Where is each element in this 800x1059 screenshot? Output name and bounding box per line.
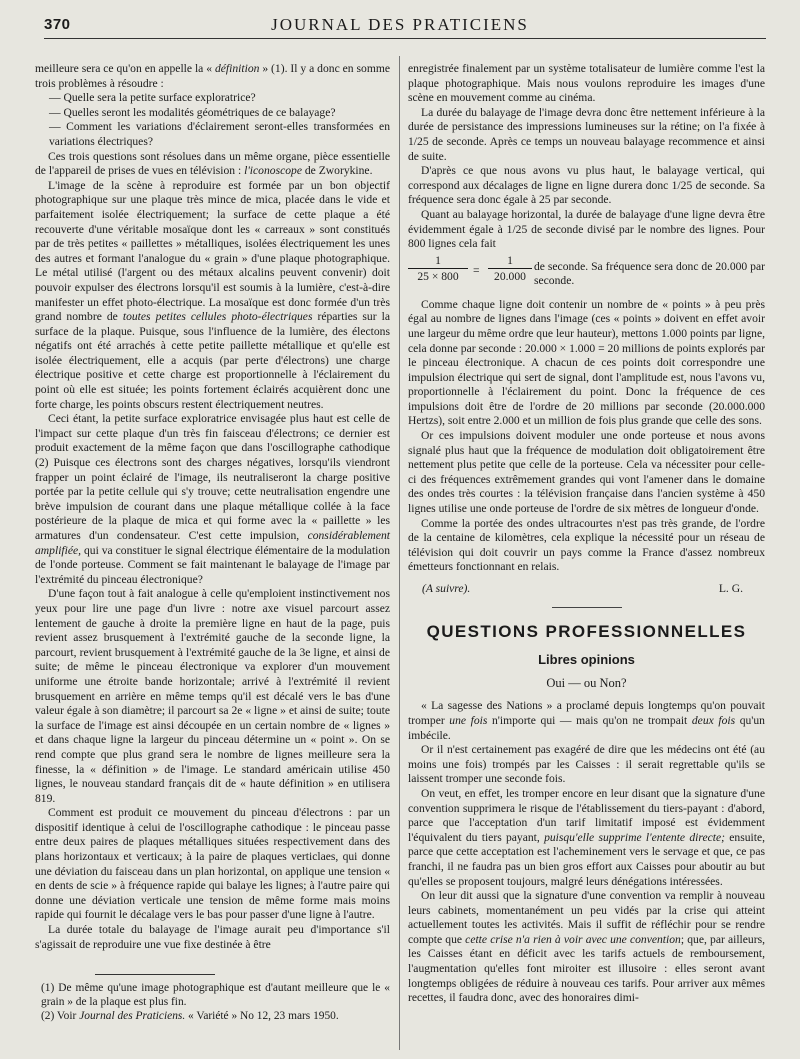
header-rule bbox=[44, 38, 766, 39]
paragraph: Comment est produit ce mouvement du pinceau d'électrons : par un dispositif identique à celui de l'oscillographe cathodique : le pinceau passe entre deux paires de plaques métalliques situées respectivement dans des plans horizontaux et verticaux; à la paire de plaques verticlaes, qui donne une déviation du faisceau dans un plan horizontal, on applique une tension « en dents de scie » à fréquence rapide qui balaye les lignes; à l'autre paire qui donne une déviation verticale une tension de même forme mais moins rapide qui fournit le décalage vers le bas pour passer d'une ligne à l'autre. bbox=[35, 806, 390, 922]
paragraph: meilleure sera ce qu'on en appelle la « définition » (1). Il y a donc en somme trois problèmes à résoudre : bbox=[35, 62, 390, 90]
fraction: $\frac{1}{20.000}$ bbox=[488, 254, 532, 285]
footnote-separator bbox=[95, 974, 215, 975]
left-column bbox=[35, 62, 390, 1023]
article-footer bbox=[408, 582, 765, 597]
paragraph: On veut, en effet, les tromper encore en leur disant que la signature d'une convention supprimera le risque de l'établissement du tiers-payant : d'abord, parce que l'acceptation d'un tarif limitatif imposé est évidemment l'équivalent du tiers payant, puisqu'elle supprime l'entente directe; ensuite, parce que cette acceptation est l'acheminement vers le servage et que, ce pas franchi, il ne faudra pas un bien gros effort aux Caisses pour aboutir au but qu'elles se proposent toujours, malgré leurs dénégations intéressées. bbox=[408, 786, 765, 888]
footnote: (2) Voir Journal des Praticiens. « Variété » No 12, 23 mars 1950. bbox=[41, 1010, 339, 1023]
footnote: (1) De même qu'une image photographique est d'autant meilleure que le « grain » de la plaque est plus fin. bbox=[41, 982, 390, 1009]
section-separator bbox=[552, 607, 622, 608]
question-item: — Quelle sera la petite surface exploratrice? bbox=[49, 91, 256, 105]
fraction: $\frac{1}{25 \times 800}$ bbox=[408, 254, 468, 285]
fraction-equation bbox=[408, 254, 765, 298]
equals-sign: = bbox=[473, 263, 480, 277]
paragraph: On leur dit aussi que la signature d'une convention va remplir à nouveau leurs cabinets, momentanément un peu vidés par la crise qui atteint actuellement toutes les activités. Mais il suffit de réfléchir pour se rendre compte que cette crise n'a rien à voir avec une convention; que, par ailleurs, les Caisses étant en déficit avec les tarifs actuels de remboursement, l'augmentation qu'elles font miroiter est illusoire : elles seront avant longtemps obligées de réduire à nouveau ces tarifs. Pour arriver aux mêmes recettes, il faudra donc, avec des honoraires dimi- bbox=[408, 889, 765, 1005]
subtitle: Libres opinions bbox=[538, 652, 635, 668]
paragraph: Comme la portée des ondes ultracourtes n'est pas très grande, de l'ordre de la centaine de kilomètres, cela explique la nécessité pour un réseau de télévision qui doit couvrir un pays comme la France d'assez nombreux émetteurs fonctionnant en relais. bbox=[408, 516, 765, 574]
paragraph: La durée du balayage de l'image devra donc être nettement inférieure à la durée de persistance des impressions lumineuses sur la rétine; on l'a fixée à 1/25 de seconde. Après ce temps un nouveau balayage recommence et ainsi de suite. bbox=[408, 105, 765, 163]
paragraph: Comme chaque ligne doit contenir un nombre de « points » à peu près égal au nombre de lignes dans l'image (ces « points » doivent en effet avoir une largeur du même ordre que leur hauteur), mettons 1.000 points par ligne, cela donne par seconde : 20.000 × 1.000 = 20 millions de points explorés par le pinceau électronique. A chacun de ces points doit correspondre une impulsion électrique qui sert de signal, dont l'amplitude est, nous l'avons vu, proportionnelle à l'éclairement du point. Donc la fréquence de ces impulsions doit être de l'ordre de 20 millions par seconde (20.000.000 Hertzs), soit entre 2.000 et un million de fois plus grande que celle des sons. bbox=[408, 297, 765, 428]
paragraph: La durée totale du balayage de l'image aurait peu d'importance s'il s'agissait de reproduire une vue fixe destinée à être bbox=[35, 923, 390, 951]
paragraph: enregistrée finalement par un système totalisateur de lumière comme l'est la plaque photographique. Mais nous voulons reproduire les images d'une scène en mouvement comme au cinéma. bbox=[408, 62, 765, 105]
paragraph: D'après ce que nous avons vu plus haut, le balayage vertical, qui correspond aux décalages de ligne en ligne durera donc 1/25 de seconde. Sa fréquence sera donc égale à 25 par seconde. bbox=[408, 164, 765, 207]
paragraph: Quant au balayage horizontal, la durée de balayage d'une ligne devra être évidemment égale à 1/25 de seconde divisé par le nombre des lignes. Pour 800 lignes cela fait bbox=[408, 207, 765, 251]
author-initials: L. G. bbox=[718, 582, 743, 595]
page-number: 370 bbox=[44, 16, 71, 33]
journal-title: JOURNAL DES PRATICIENS bbox=[271, 15, 529, 34]
right-column bbox=[408, 62, 765, 1006]
paragraph: Or ces impulsions doivent moduler une onde porteuse et nous avons signalé plus haut que la fréquence de modulation doit obligatoirement être nettement plus petite que celle de la porteuse. Cela va nécessiter pour celle-ci des fréquences extrêmement grandes qui vont l'amener dans le domaine des ondes très courtes : la télévision française dans l'ancien système à 450 lignes utilise une onde porteuse de l'ordre de six mètres de longueur d'onde. bbox=[408, 429, 765, 516]
question-item: — Comment les variations d'éclairement seront-elles transformées en variations électriques? bbox=[49, 120, 390, 148]
paragraph: Ces trois questions sont résolues dans un même organe, pièce essentielle de l'appareil de prises de vues en télévision : l'iconoscope de Zworykine. bbox=[35, 149, 390, 178]
question-item: — Quelles seront les modalités géométriques de ce balayage? bbox=[49, 105, 336, 119]
paragraph: Ceci étant, la petite surface exploratrice envisagée plus haut est celle de l'impact sur cette plaque d'un très fin faisceau d'électrons; ce dernier est produit exactement de la même façon que dans l'oscillographe cathodique (2) Puisque ces électrons sont des charges négatives, lorsqu'ils viendront frapper un point éclairé de l'image, ils neutraliseront la charge positive portée par la petite cellule qui s'y trouve; cette neutralisation engendre une brève impulsion de courant dans une plaque métallique collée à la face postérieure de la plaque de mica et qui forme avec la « paillette » les armatures d'un condensateur. C'est cette impulsion, considérablement amplifiée, qui va constituer le signal électrique élémentaire de la modulation de l'onde porteuse. Comment se fait maintenant le balayage de l'image par l'extrémité du pinceau électronique? bbox=[35, 412, 390, 586]
section-title: QUESTIONS PROFESSIONNELLES bbox=[426, 621, 747, 641]
paragraph: D'une façon tout à fait analogue à celle qu'emploient instinctivement nos yeux pour lire une page d'un livre : notre axe visuel parcourt assez lentement de gauche à droite la première ligne en haut de la page, puis revient assez brusquement à l'extrémité gauche de la seconde ligne, la parcourt, revient brusquement à l'extrémité gauche de la 3e ligne, et ainsi de suite; de même le pinceau électronique va explorer d'un mouvement uniforme une étroite bande horizontale; arrivé à l'extrémité il revient brusquement en arrière en même temps qu'il est décalé vers le bas d'une valeur égale à son diamètre; il parcourt sa 2e « ligne » et ainsi de suite; toute la surface de l'image est ainsi découpée en un certain nombre de « lignes » et dans chaque ligne la largeur du pinceau détermine un « point ». On se rend compte que plus grand sera le nombre de lignes meilleure sera la finesse, la « définition » de l'image. Le standard américain utilise 450 lignes, le nouveau standard français dit de « haute définition » en utilisera 819. bbox=[35, 587, 390, 805]
paragraph: L'image de la scène à reproduire est formée par un bon objectif photographique sur une plaque très mince de mica, placée dans le vide et parfaitement isolée électriquement; la surface de cette plaque a été recouverte d'une véritable mosaïque dont les « carreaux » sont constitués par de très petites « paillettes » métalliques, isolées électriquement les unes des autres et formant l'analogue du « grain » d'une plaque photographique. Le métal utilisé (l'argent ou des métaux alcalins peuvent convenir) doit pouvoir expulser des électrons lorsqu'il est soumis à la lumière, c'est-à-dire manifester un effet photo-électrique. La mosaïque est donc formée d'un très grand nombre de toutes petites cellules photo-électriques réparties sur la surface de la plaque. Puisque, sous l'influence de la lumière, des électons négatifs ont été arrachés à cette petite paillette métallique et qu'elle est isolée électriquement, elle a acquis (par perte d'électrons) une charge électrique positive et cette charge est proportionnelle à l'éclairement du point où elle est située; les points fortement éclairés acquièrent donc une forte charge, les points obscurs restent électriquement neutres. bbox=[35, 178, 390, 411]
column-divider bbox=[399, 56, 400, 1050]
sub-subtitle: Oui — ou Non? bbox=[546, 675, 627, 690]
paragraph: « La sagesse des Nations » a proclamé depuis longtemps qu'on pouvait tromper une fois n'importe qui — mais qu'on ne trompait deux fois qu'un imbécile. bbox=[408, 699, 765, 742]
to-be-continued: (A suivre). bbox=[422, 582, 471, 595]
page-header bbox=[0, 0, 800, 40]
paragraph: Or il n'est certainement pas exagéré de dire que les médecins ont été (au moins une fois) trompés par les Caisses : il serait regrettable qu'ils se laissent tromper une seconde fois. bbox=[408, 743, 765, 786]
fraction-text: de seconde. Sa fréquence sera donc de 20.000 par seconde. bbox=[534, 259, 765, 288]
